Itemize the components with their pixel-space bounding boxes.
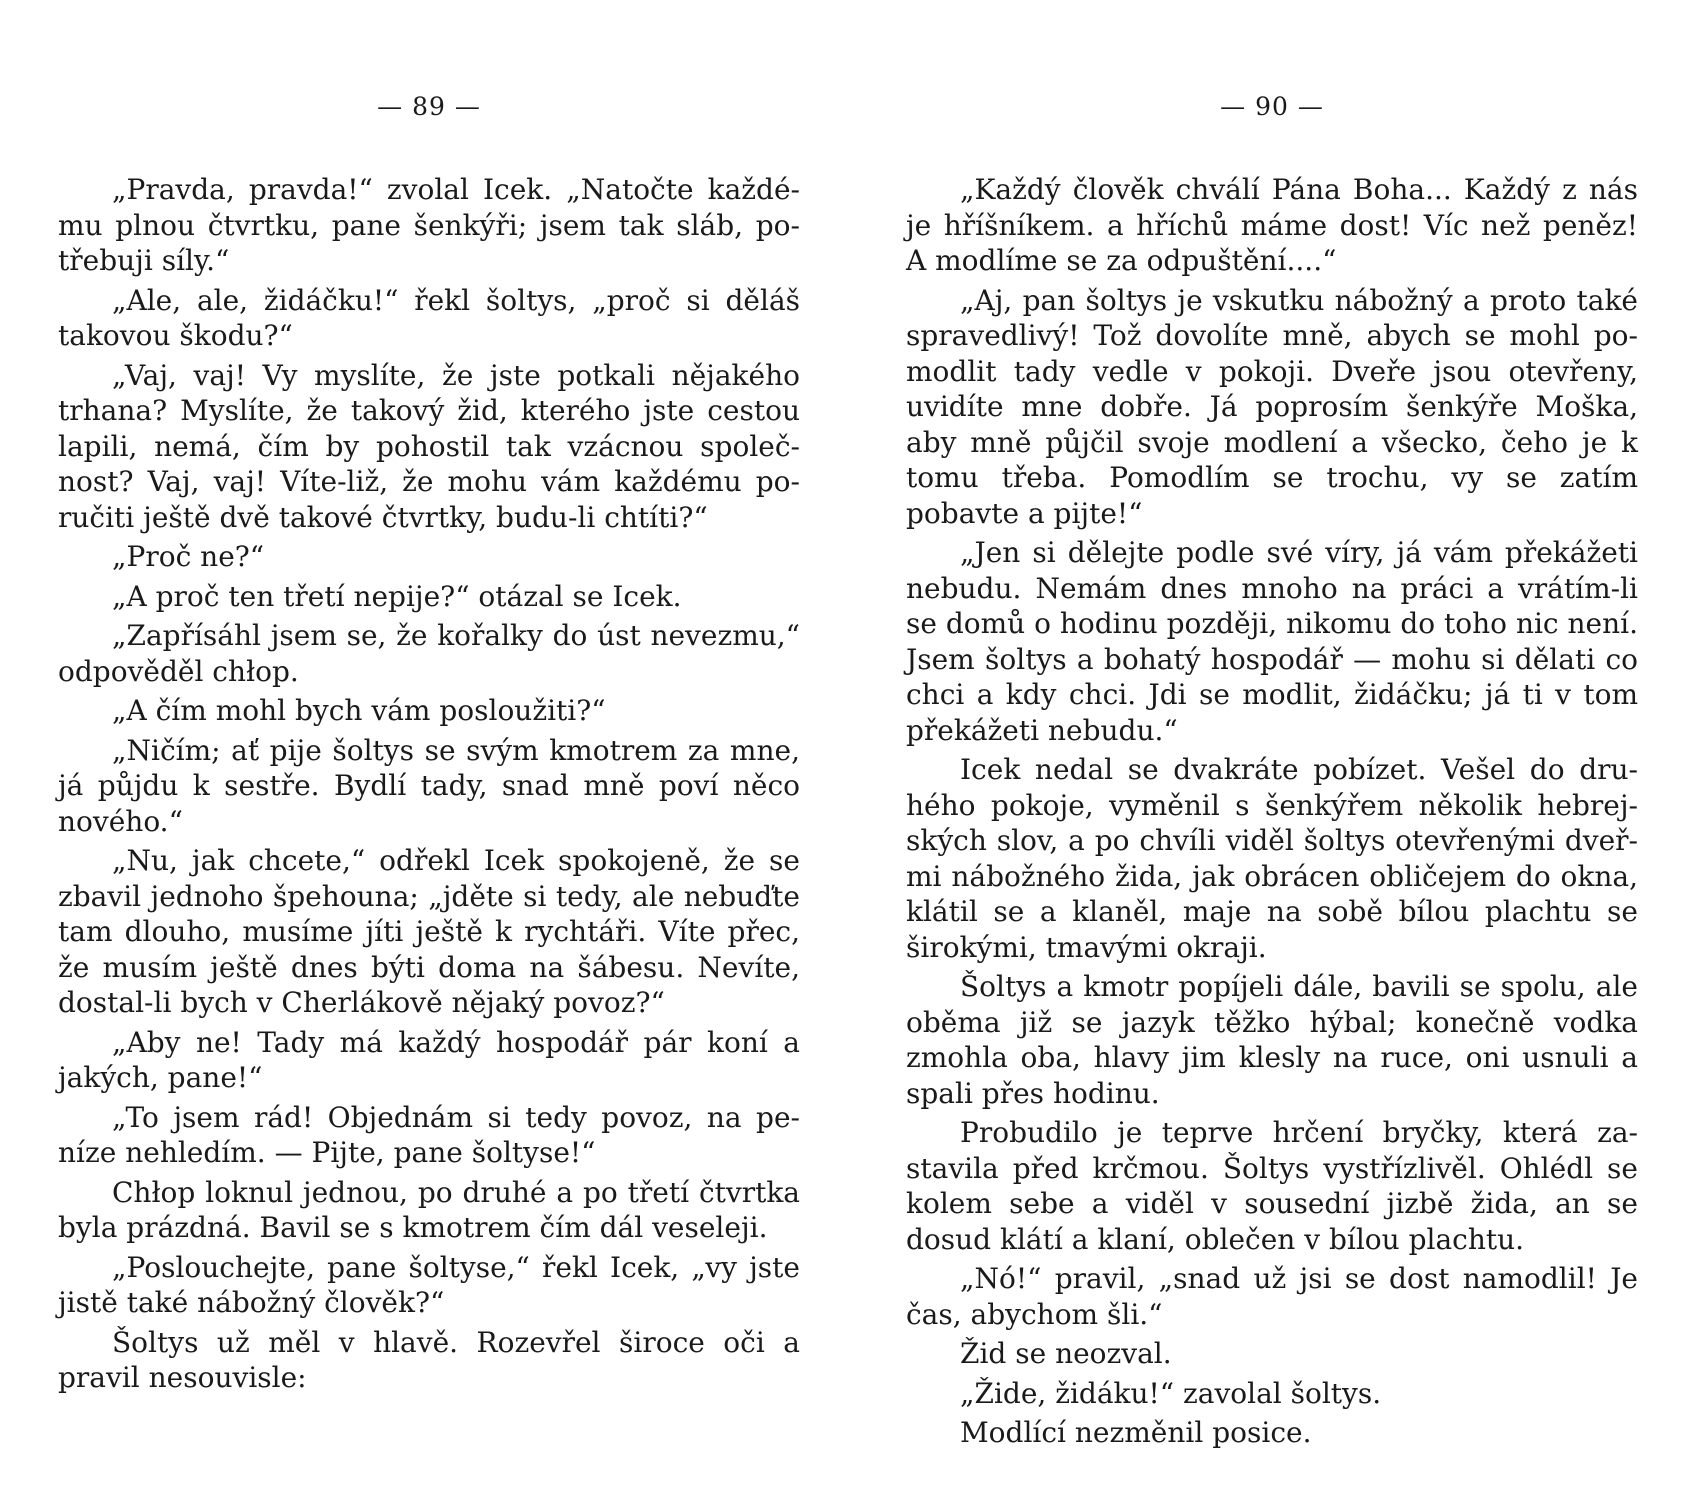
paragraph: „A proč ten třetí nepije?“ otázal se Icek. xyxy=(112,579,682,613)
paragraph: Probudilo je teprve hrčení bryčky, která zastavila před krčmou. Šoltys vystřízlivěl. Ohlédl se kolem sebe a viděl v sousední jizbě žida, an se dosud klátí a klaní, oblečen v bílou plachtu. xyxy=(906,1116,1638,1256)
paragraph: „Ničím; ať pije šoltys se svým kmotrem za mne, já půjdu k sestře. Bydlí tady, snad mně poví něco nového.“ xyxy=(58,733,800,838)
paragraph: „Aby ne! Tady má každý hospodář pár koní a jakých, pane!“ xyxy=(58,1025,800,1094)
paragraph: „Nó!“ pravil, „snad už jsi se dost namodlil! Je čas, abychom šli.“ xyxy=(906,1262,1638,1331)
paragraph: „A čím mohl bych vám posloužiti?“ xyxy=(112,694,606,727)
paragraph: „Proč ne?“ xyxy=(112,540,265,573)
paragraph: „Pravda, pravda!“ zvolal Icek. „Natočte každému plnou čtvrtku, pane šenkýři; jsem tak sláb, potřebuji síly.“ xyxy=(58,173,800,277)
paragraph: Icek nedal se dvakráte pobízet. Vešel do druhého pokoje, vyměnil s šenkýřem několik hebrejských slov, a po chvíli viděl šoltys otevřenými dveřmi nábožného žida, jak obrácen obličejem do okna, klátil se a klaněl, maje na sobě bílou plachtu se širokými, tmavými okraji. xyxy=(906,753,1638,964)
paragraph: „Ale, ale, židáčku!“ řekl šoltys, „proč si děláš takovou škodu?“ xyxy=(58,283,800,352)
paragraph: Šoltys už měl v hlavě. Rozevřel široce oči a pravil nesouvisle: xyxy=(58,1325,800,1394)
paragraph: „To jsem rád! Objednám si tedy povoz, na peníze nehledím. — Pijte, pane šoltyse!“ xyxy=(58,1100,800,1169)
page-text xyxy=(58,172,800,1400)
paragraph: Šoltys a kmotr popíjeli dále, bavili se spolu, ale oběma již se jazyk těžko hýbal; konečně vodka zmohla oba, hlavy jim klesly na ruce, oni usnuli a spali přes hodinu. xyxy=(906,970,1638,1110)
paragraph: Žid se neozval. xyxy=(960,1337,1172,1370)
page-text xyxy=(906,172,1638,1455)
paragraph: Chłop loknul jednou, po druhé a po třetí čtvrtka byla prázdná. Bavil se s kmotrem čím dál veseleji. xyxy=(58,1175,800,1244)
paragraph: „Nu, jak chcete,“ odřekl Icek spokojeně, že se zbavil jednoho špehouna; „jděte si tedy, ale nebuďte tam dlouho, musíme jíti ještě k rychtáři. Víte přec, že musím ještě dnes býti doma na šábesu. Nevíte, dostal-li bych v Cherlákově nějaký povoz?“ xyxy=(58,844,800,1019)
paragraph: „Jen si dělejte podle své víry, já vám překážeti nebudu. Nemám dnes mnoho na práci a vrátím-li se domů o hodinu později, nikomu do toho nic není. Jsem šoltys a bohatý hospodář — mohu si dělati co chci a kdy chci. Jdi se modlit, židáčku; já ti v tom překážeti nebudu.“ xyxy=(906,536,1639,747)
paragraph: „Každý člověk chválí Pána Boha... Každý z nás je hříšníkem. a hříchů máme dost! Víc než peněz! A modlíme se za odpuštění....“ xyxy=(906,173,1638,277)
page-number: — 89 — xyxy=(377,92,481,121)
page-number: — 90 — xyxy=(1220,92,1324,121)
paragraph: Modlící nezměnil posice. xyxy=(960,1416,1312,1449)
paragraph: „Žide, židáku!“ zavolal šoltys. xyxy=(960,1376,1382,1410)
right-page xyxy=(906,0,1638,1500)
paragraph: „Zapřísáhl jsem se, že kořalky do úst nevezmu,“ odpověděl chłop. xyxy=(58,619,800,688)
paragraph: „Poslouchejte, pane šoltyse,“ řekl Icek, „vy jste jistě také nábožný člověk?“ xyxy=(58,1250,800,1319)
paragraph: „Aj, pan šoltys je vskutku nábožný a proto také spravedlivý! Tož dovolíte mně, abych se mohl pomodlit tady vedle v pokoji. Dveře jsou otevřeny, uvidíte mne dobře. Já poprosím šenkýře Moška, aby mně půjčil svoje modlení a všecko, čeho je k tomu třeba. Pomodlím se trochu, vy se zatím pobavte a pijte!“ xyxy=(906,283,1638,530)
paragraph: „Vaj, vaj! Vy myslíte, že jste potkali nějakého trhana? Myslíte, že takový žid, kterého jste cestou lapili, nemá, čím by pohostil tak vzácnou společnost? Vaj, vaj! Víte-liž, že mohu vám každému poručiti ještě dvě takové čtvrtky, budu-li chtíti?“ xyxy=(58,358,800,534)
left-page xyxy=(58,0,800,1500)
